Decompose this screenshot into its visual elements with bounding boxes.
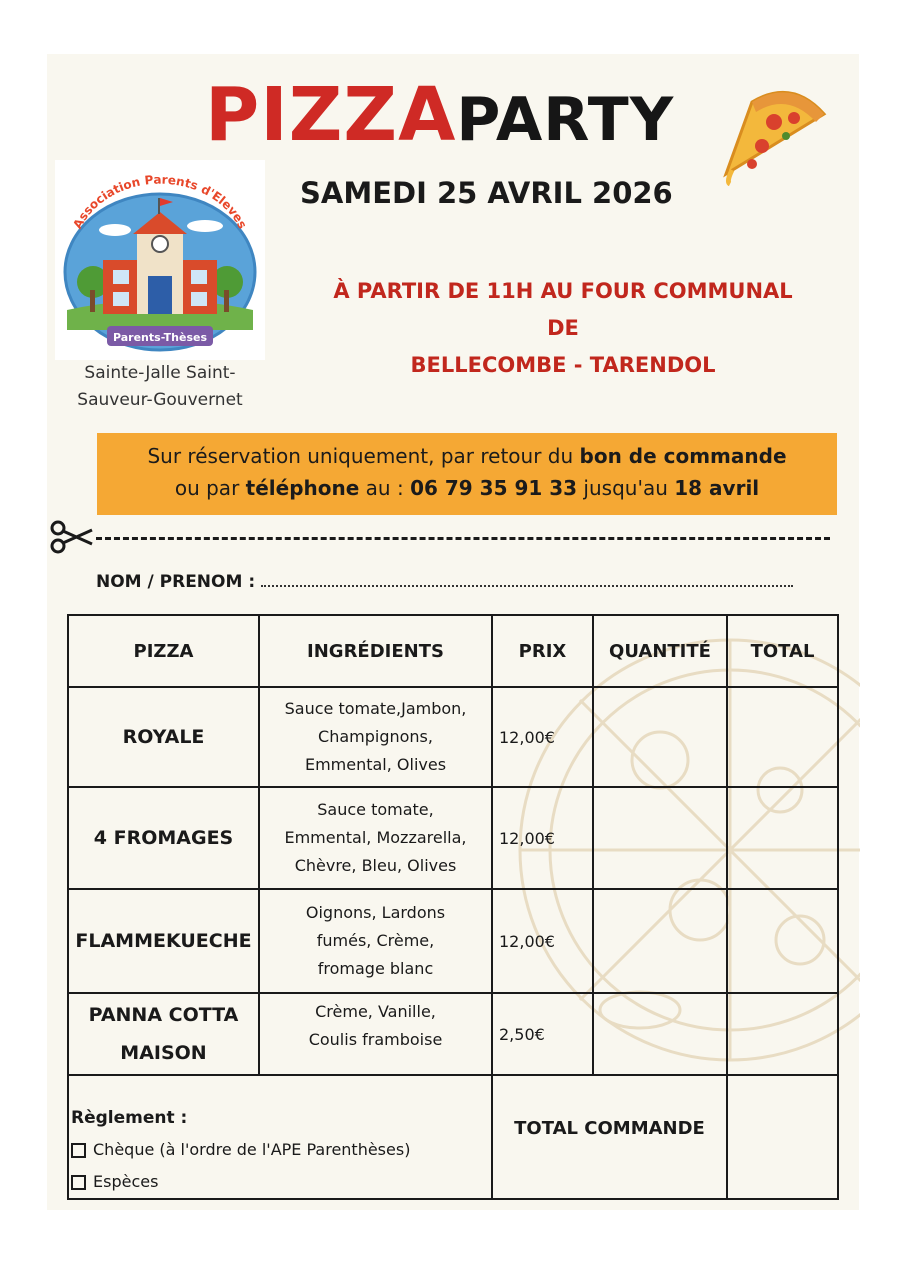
ingredient-line: Crème, Vanille, xyxy=(315,1002,436,1021)
pizza-name-line: FLAMMEKUECHE xyxy=(75,930,252,952)
pizza-name-line: ROYALE xyxy=(122,726,205,748)
payment-option-cheque[interactable] xyxy=(71,1134,491,1166)
pizza-name xyxy=(68,889,259,993)
cash-label: Espèces xyxy=(93,1172,159,1191)
deadline-date: 18 avril xyxy=(674,476,760,500)
ingredient-line: Sauce tomate,Jambon, xyxy=(284,699,467,718)
pizza-name xyxy=(68,787,259,889)
ingredient-line: fromage blanc xyxy=(317,959,434,978)
banner-line-1 xyxy=(97,440,837,472)
banner-text: jusqu'au xyxy=(577,476,675,500)
event-venue xyxy=(318,273,808,384)
pizza-name xyxy=(68,687,259,787)
pizza-name-line: MAISON xyxy=(120,1042,207,1064)
total-order-cell[interactable] xyxy=(727,1075,838,1199)
table-row xyxy=(68,993,838,1075)
quantity-cell[interactable] xyxy=(593,687,727,787)
pizza-name-line: 4 FROMAGES xyxy=(93,827,234,849)
pizza-slice-icon xyxy=(712,78,832,186)
school-building-icon xyxy=(55,160,265,360)
ingredient-line: Oignons, Lardons xyxy=(305,903,446,922)
ingredient-line: Coulis framboise xyxy=(308,1030,443,1049)
header-ingredients: INGRÉDIENTS xyxy=(259,615,492,687)
payment-cell xyxy=(68,1075,492,1199)
pizza-name-line: PANNA COTTA xyxy=(88,1004,239,1026)
total-cell[interactable] xyxy=(727,993,838,1075)
dashed-cut-line xyxy=(96,537,830,540)
cut-line xyxy=(50,520,830,554)
payment-option-cash[interactable] xyxy=(71,1166,491,1198)
price-cell: 12,00€ xyxy=(492,889,593,993)
town-line-2: Sauveur-Gouvernet xyxy=(77,390,243,410)
order-table xyxy=(67,614,839,1200)
price-cell: 12,00€ xyxy=(492,687,593,787)
logo-arc-text: Association Parents d'Eleves xyxy=(70,172,250,231)
ingredient-line: Chèvre, Bleu, Olives xyxy=(294,856,457,875)
quantity-cell[interactable] xyxy=(593,993,727,1075)
logo-bottom-text: Parents-Thèses xyxy=(112,331,208,344)
total-order-label: TOTAL COMMANDE xyxy=(492,1075,727,1199)
event-date: SAMEDI 25 AVRIL 2026 xyxy=(300,176,673,210)
name-field[interactable] xyxy=(96,572,800,592)
price-cell: 12,00€ xyxy=(492,787,593,889)
page-title xyxy=(205,72,705,158)
payment-row xyxy=(68,1075,838,1199)
header-pizza: PIZZA xyxy=(68,615,259,687)
ingredients-cell xyxy=(259,889,492,993)
banner-bold-phone-word: téléphone xyxy=(245,476,360,500)
title-party: PARTY xyxy=(456,85,675,155)
venue-line-2: BELLECOMBE - TARENDOL xyxy=(410,353,716,377)
table-row xyxy=(68,787,838,889)
banner-text: Sur réservation uniquement, par retour du xyxy=(147,444,580,468)
town-names xyxy=(55,360,265,414)
header-price: PRIX xyxy=(492,615,593,687)
name-label: NOM / PRENOM : xyxy=(96,572,256,592)
town-line-1: Sainte-Jalle Saint- xyxy=(84,363,236,383)
name-input-line[interactable] xyxy=(261,573,793,587)
ingredients-cell xyxy=(259,787,492,889)
banner-text: ou par xyxy=(174,476,246,500)
ingredients-cell xyxy=(259,993,492,1075)
ape-logo xyxy=(55,160,265,360)
total-cell[interactable] xyxy=(727,889,838,993)
table-header-row xyxy=(68,615,838,687)
pizza-name xyxy=(68,993,259,1075)
ingredient-line: Sauce tomate, xyxy=(317,800,434,819)
cash-checkbox[interactable] xyxy=(71,1175,86,1190)
total-cell[interactable] xyxy=(727,687,838,787)
table-row xyxy=(68,889,838,993)
table-row xyxy=(68,687,838,787)
banner-bold-order-form: bon de commande xyxy=(579,444,787,468)
banner-text: au : xyxy=(359,476,411,500)
total-cell[interactable] xyxy=(727,787,838,889)
ingredients-cell xyxy=(259,687,492,787)
reservation-banner xyxy=(97,433,837,515)
quantity-cell[interactable] xyxy=(593,787,727,889)
cheque-label: Chèque (à l'ordre de l'APE Parenthèses) xyxy=(93,1140,411,1159)
cheque-checkbox[interactable] xyxy=(71,1143,86,1158)
banner-line-2 xyxy=(97,472,837,504)
header-quantity: QUANTITÉ xyxy=(593,615,727,687)
ingredient-line: Emmental, Olives xyxy=(304,755,447,774)
payment-title: Règlement : xyxy=(71,1108,188,1128)
header-total: TOTAL xyxy=(727,615,838,687)
scissors-icon xyxy=(50,520,96,554)
venue-line-1: À PARTIR DE 11H AU FOUR COMMUNAL DE xyxy=(333,279,793,340)
quantity-cell[interactable] xyxy=(593,889,727,993)
ingredient-line: fumés, Crème, xyxy=(316,931,435,950)
title-pizza: PIZZA xyxy=(205,72,457,158)
ingredient-line: Champignons, xyxy=(318,727,433,746)
ingredient-line: Emmental, Mozzarella, xyxy=(284,828,467,847)
phone-number: 06 79 35 91 33 xyxy=(410,476,578,500)
price-cell: 2,50€ xyxy=(492,993,593,1075)
